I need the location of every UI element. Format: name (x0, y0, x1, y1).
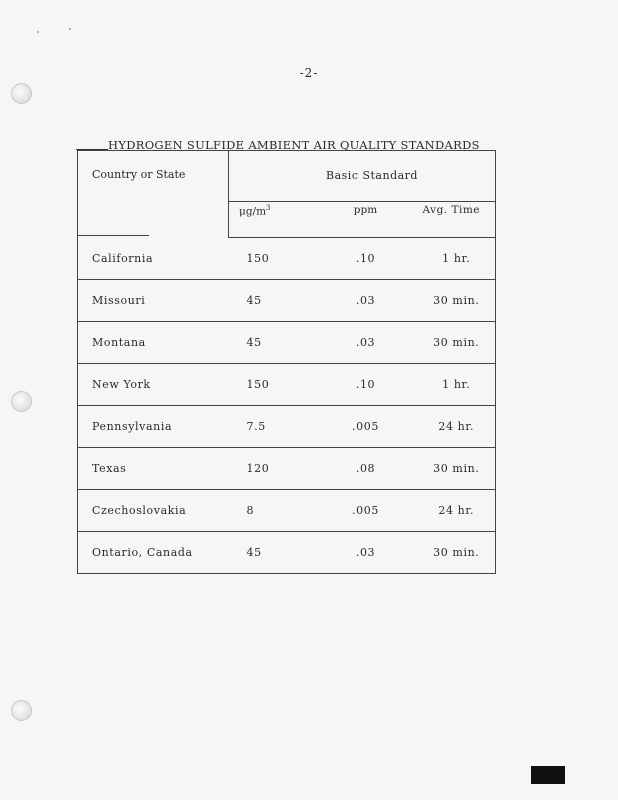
table-row (78, 448, 496, 490)
scan-speck (37, 31, 39, 33)
header-ug-m3 (229, 201, 324, 237)
row-time: 30 min. (408, 280, 496, 322)
row-ppm: .005 (324, 490, 408, 532)
row-ppm: .10 (324, 238, 408, 280)
row-ug: 150 (229, 364, 324, 406)
row-name: Pennsylvania (78, 406, 229, 448)
row-ppm: .10 (324, 364, 408, 406)
punch-hole-bottom (11, 700, 32, 721)
header-ug-superscript: 3 (266, 203, 271, 212)
row-ppm: .005 (324, 406, 408, 448)
row-ug: 45 (229, 280, 324, 322)
table-row (78, 364, 496, 406)
header-country (78, 151, 229, 238)
header-basic-standard: Basic Standard (229, 151, 496, 202)
row-name: California (78, 238, 229, 280)
header-avg-time: Avg. Time (408, 201, 496, 237)
header-ug-label: μg/m (239, 205, 267, 218)
row-time: 24 hr. (408, 406, 496, 448)
standards-table (77, 150, 496, 574)
row-ug: 45 (229, 322, 324, 364)
table-row (78, 406, 496, 448)
punch-hole-top (11, 83, 32, 104)
row-ug: 150 (229, 238, 324, 280)
row-time: 1 hr. (408, 364, 496, 406)
table-row (78, 490, 496, 532)
scan-corner-marker (531, 766, 565, 784)
row-name: Czechoslovakia (78, 490, 229, 532)
row-name: New York (78, 364, 229, 406)
table-row (78, 280, 496, 322)
table-row (78, 532, 496, 574)
table-row (78, 322, 496, 364)
scan-speck (69, 28, 71, 30)
row-name: Missouri (78, 280, 229, 322)
document-title: HYDROGEN SULFIDE AMBIENT AIR QUALITY STANDARDS (108, 138, 480, 152)
row-ppm: .03 (324, 532, 408, 574)
table-row (78, 238, 496, 280)
header-country-label: Country or State (92, 168, 186, 181)
row-ppm: .03 (324, 322, 408, 364)
row-ug: 45 (229, 532, 324, 574)
row-time: 30 min. (408, 532, 496, 574)
row-time: 24 hr. (408, 490, 496, 532)
page-number: -2- (299, 66, 319, 80)
row-name: Montana (78, 322, 229, 364)
row-ug: 7.5 (229, 406, 324, 448)
row-time: 1 hr. (408, 238, 496, 280)
row-time: 30 min. (408, 322, 496, 364)
row-ppm: .08 (324, 448, 408, 490)
row-name: Texas (78, 448, 229, 490)
row-ug: 8 (229, 490, 324, 532)
row-ppm: .03 (324, 280, 408, 322)
row-name: Ontario, Canada (78, 532, 229, 574)
table-header-row (78, 151, 496, 202)
header-country-underline (78, 235, 149, 236)
row-ug: 120 (229, 448, 324, 490)
punch-hole-middle (11, 391, 32, 412)
header-ppm: ppm (324, 201, 408, 237)
row-time: 30 min. (408, 448, 496, 490)
